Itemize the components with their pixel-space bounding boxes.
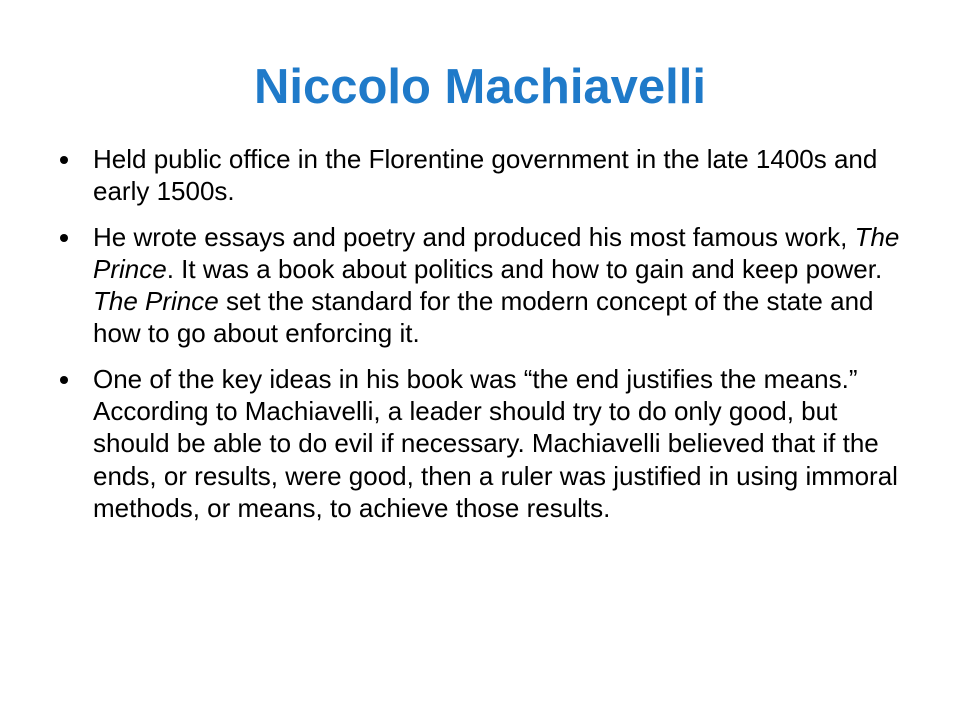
bullet-dot-icon [60, 376, 68, 384]
bullet-text: He wrote essays and poetry and produced his most famous work, The Prince. It was a book about politics and how to gain and keep power. The Prince set the standard for the modern concept of the state and how to go about enforcing it. [93, 221, 900, 349]
bullet-item-end-justifies-means [60, 363, 900, 524]
bullet-item-the-prince [60, 221, 900, 350]
bullet-dot-icon [60, 156, 68, 164]
bullet-dot-icon [60, 234, 68, 242]
slide-title: Niccolo Machiavelli [253, 60, 707, 114]
bullet-text: Held public office in the Florentine government in the late 1400s and early 1500s. [93, 144, 878, 207]
bullet-item-office [60, 143, 900, 208]
bullet-text: One of the key ideas in his book was “the end justifies the means.” According to Machiavelli, a leader should try to do only good, but should be able to do evil if necessary. Machiavelli believed that if the ends, or results, were good, then a ruler was justified in using immoral methods, or means, to achieve those results. [93, 363, 898, 523]
bullet-list [60, 143, 900, 537]
book-title: The Prince [93, 286, 219, 317]
book-title: The Prince [93, 221, 900, 284]
